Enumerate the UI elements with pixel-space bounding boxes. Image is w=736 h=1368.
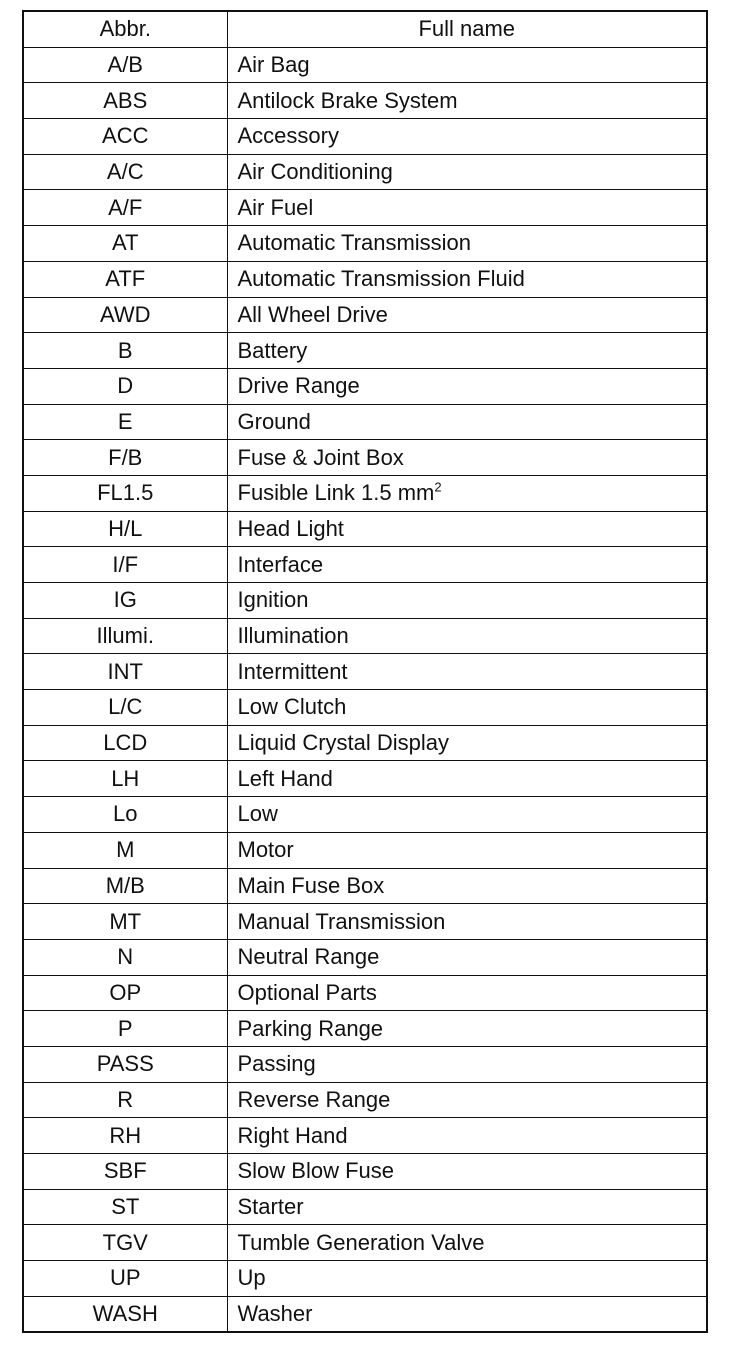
- abbreviation-table: [22, 10, 708, 1333]
- abbr-cell: Illumi.: [23, 618, 227, 654]
- full-name-cell: [227, 297, 707, 333]
- table-row: [23, 797, 707, 833]
- full-name-cell: [227, 511, 707, 547]
- abbr-cell: A/C: [23, 154, 227, 190]
- full-name-text: Ignition: [237, 587, 309, 613]
- abbr-cell: A/B: [23, 47, 227, 83]
- table-row: [23, 511, 707, 547]
- full-name-text: Low Clutch: [237, 694, 347, 720]
- abbr-column-header: Abbr.: [23, 11, 227, 47]
- table-row: [23, 690, 707, 726]
- table-row: [23, 404, 707, 440]
- table-row: [23, 368, 707, 404]
- abbr-cell: H/L: [23, 511, 227, 547]
- full-name-text: Accessory: [237, 123, 339, 149]
- full-name-cell: [227, 904, 707, 940]
- full-name-cell: [227, 1154, 707, 1190]
- abbr-cell: M: [23, 832, 227, 868]
- full-name-column-header: Full name: [227, 11, 707, 47]
- table-row: [23, 618, 707, 654]
- full-name-cell: [227, 939, 707, 975]
- abbr-cell: R: [23, 1082, 227, 1118]
- abbr-cell: N: [23, 939, 227, 975]
- full-name-text: Neutral Range: [237, 944, 380, 970]
- full-name-cell: [227, 654, 707, 690]
- full-name-text: Passing: [237, 1051, 316, 1077]
- full-name-cell: [227, 1046, 707, 1082]
- table-row: [23, 297, 707, 333]
- abbr-cell: D: [23, 368, 227, 404]
- abbr-cell: ATF: [23, 261, 227, 297]
- full-name-cell: [227, 975, 707, 1011]
- abbr-cell: E: [23, 404, 227, 440]
- full-name-cell: [227, 190, 707, 226]
- abbr-cell: F/B: [23, 440, 227, 476]
- table-row: [23, 1225, 707, 1261]
- full-name-text: Automatic Transmission: [237, 230, 472, 256]
- full-name-cell: [227, 226, 707, 262]
- full-name-cell: [227, 440, 707, 476]
- full-name-text: Washer: [237, 1301, 313, 1327]
- table-row: [23, 154, 707, 190]
- table-row: [23, 475, 707, 511]
- full-name-cell: [227, 618, 707, 654]
- abbr-cell: LH: [23, 761, 227, 797]
- full-name-text: Optional Parts: [237, 979, 377, 1005]
- table-row: [23, 725, 707, 761]
- full-name-text: Air Conditioning: [237, 159, 393, 185]
- abbr-cell: FL1.5: [23, 475, 227, 511]
- table-row: [23, 868, 707, 904]
- table-row: [23, 333, 707, 369]
- abbr-cell: I/F: [23, 547, 227, 583]
- full-name-cell: [227, 1225, 707, 1261]
- full-name-text: Antilock Brake System: [237, 87, 458, 113]
- abbr-cell: P: [23, 1011, 227, 1047]
- table-row: [23, 975, 707, 1011]
- full-name-text: Ground: [237, 408, 311, 434]
- full-name-cell: [227, 797, 707, 833]
- full-name-cell: [227, 832, 707, 868]
- full-name-text: Motor: [237, 837, 294, 863]
- abbr-cell: M/B: [23, 868, 227, 904]
- full-name-text: Illumination: [237, 623, 349, 649]
- full-name-cell: [227, 404, 707, 440]
- abbr-cell: L/C: [23, 690, 227, 726]
- full-name-cell: [227, 154, 707, 190]
- table-row: [23, 1118, 707, 1154]
- abbr-cell: B: [23, 333, 227, 369]
- full-name-text: Right Hand: [237, 1122, 348, 1148]
- abbr-cell: ABS: [23, 83, 227, 119]
- full-name-cell: [227, 333, 707, 369]
- table-row: [23, 832, 707, 868]
- full-name-text: Main Fuse Box: [237, 872, 385, 898]
- table-row: [23, 547, 707, 583]
- full-name-cell: [227, 261, 707, 297]
- abbr-cell: INT: [23, 654, 227, 690]
- abbr-cell: TGV: [23, 1225, 227, 1261]
- abbr-cell: A/F: [23, 190, 227, 226]
- abbr-cell: SBF: [23, 1154, 227, 1190]
- table-row: [23, 1082, 707, 1118]
- abbr-cell: ST: [23, 1189, 227, 1225]
- table-row: [23, 1046, 707, 1082]
- table-body: [23, 47, 707, 1332]
- full-name-cell: [227, 725, 707, 761]
- full-name-text: Battery: [237, 337, 308, 363]
- table-row: [23, 119, 707, 155]
- full-name-text: Up: [237, 1265, 266, 1291]
- full-name-text: Fuse & Joint Box: [237, 444, 404, 470]
- table-row: [23, 190, 707, 226]
- full-name-text: Low: [237, 801, 278, 827]
- full-name-text: Left Hand: [237, 765, 333, 791]
- abbr-cell: WASH: [23, 1296, 227, 1332]
- full-name-text: Air Bag: [237, 52, 310, 78]
- header-row: [23, 11, 707, 47]
- full-name-cell: [227, 1118, 707, 1154]
- table-row: [23, 1296, 707, 1332]
- full-name-cell: [227, 47, 707, 83]
- table-row: [23, 761, 707, 797]
- table-row: [23, 83, 707, 119]
- abbr-cell: Lo: [23, 797, 227, 833]
- full-name-text: Tumble Generation Valve: [237, 1229, 485, 1255]
- abbr-cell: IG: [23, 583, 227, 619]
- table-row: [23, 47, 707, 83]
- abbr-cell: LCD: [23, 725, 227, 761]
- full-name-cell: [227, 690, 707, 726]
- abbr-cell: UP: [23, 1261, 227, 1297]
- full-name-text: Air Fuel: [237, 194, 314, 220]
- superscript: 2: [434, 479, 442, 495]
- full-name-text: Starter: [237, 1194, 304, 1220]
- table-row: [23, 440, 707, 476]
- table-row: [23, 1011, 707, 1047]
- full-name-cell: [227, 83, 707, 119]
- full-name-text: Head Light: [237, 515, 344, 541]
- full-name-cell: [227, 583, 707, 619]
- full-name-cell: [227, 1189, 707, 1225]
- table-row: [23, 939, 707, 975]
- abbr-cell: PASS: [23, 1046, 227, 1082]
- full-name-cell: [227, 761, 707, 797]
- full-name-text: All Wheel Drive: [237, 301, 388, 327]
- full-name-text: Slow Blow Fuse: [237, 1158, 395, 1184]
- full-name-text: Intermittent: [237, 658, 348, 684]
- table-row: [23, 654, 707, 690]
- full-name-text: Manual Transmission: [237, 908, 446, 934]
- table-row: [23, 904, 707, 940]
- full-name-cell: [227, 368, 707, 404]
- full-name-cell: [227, 119, 707, 155]
- abbr-cell: ACC: [23, 119, 227, 155]
- full-name-cell: [227, 1011, 707, 1047]
- full-name-cell: [227, 1082, 707, 1118]
- table-row: [23, 226, 707, 262]
- abbr-cell: MT: [23, 904, 227, 940]
- table-row: [23, 261, 707, 297]
- full-name-text: Interface: [237, 551, 324, 577]
- full-name-cell: [227, 475, 707, 511]
- full-name-cell: [227, 1261, 707, 1297]
- table-row: [23, 1154, 707, 1190]
- table-row: [23, 583, 707, 619]
- full-name-cell: [227, 1296, 707, 1332]
- full-name-text: Parking Range: [237, 1015, 384, 1041]
- abbr-cell: RH: [23, 1118, 227, 1154]
- table-row: [23, 1261, 707, 1297]
- full-name-cell: [227, 868, 707, 904]
- abbr-cell: OP: [23, 975, 227, 1011]
- full-name-text: Automatic Transmission Fluid: [237, 266, 525, 292]
- table-row: [23, 1189, 707, 1225]
- abbr-cell: AWD: [23, 297, 227, 333]
- full-name-text: Liquid Crystal Display: [237, 730, 450, 756]
- abbr-cell: AT: [23, 226, 227, 262]
- full-name-text: Fusible Link 1.5 mm: [237, 480, 435, 506]
- full-name-text: Drive Range: [237, 373, 360, 399]
- full-name-text: Reverse Range: [237, 1086, 391, 1112]
- full-name-cell: [227, 547, 707, 583]
